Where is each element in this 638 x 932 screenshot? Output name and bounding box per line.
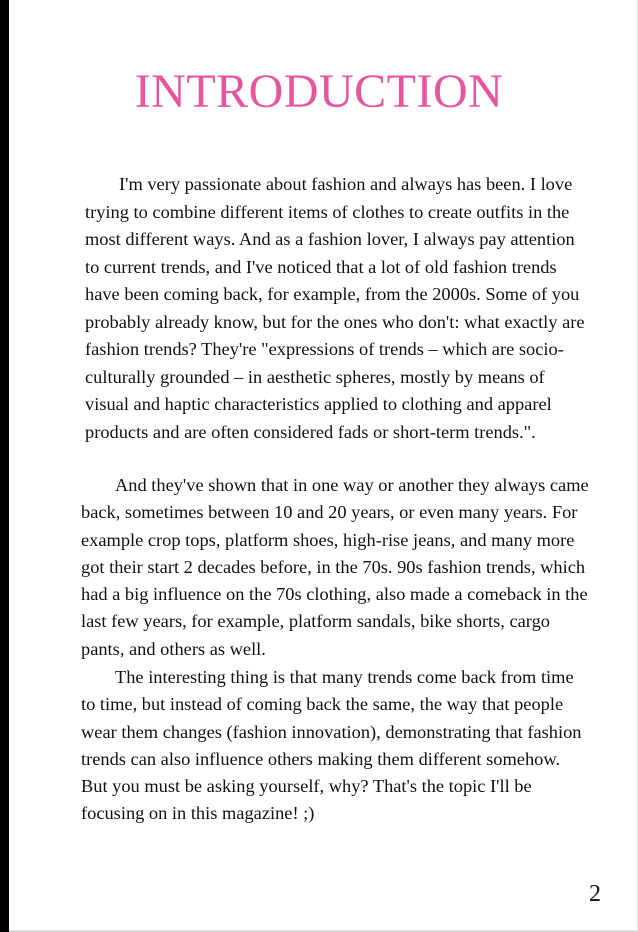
page-spine-bar <box>0 0 9 932</box>
intro-paragraph-3: The interesting thing is that many trends come back from time to time, but instead of coming back the same, the way that people wear them changes (fashion innovation), demonstrating that fashion trends can also influence others making them different somehow. But you must be asking yourself, why? That's the topic I'll be focusing on in this magazine! ;) <box>81 667 582 824</box>
page-title: INTRODUCTION <box>134 65 504 118</box>
intro-paragraph-2: And they've shown that in one way or another they always came back, sometimes between 10 and 20 years, or even many years. For example crop tops, platform shoes, high-rise jeans, and many more got their start 2 decades before, in the 70s. 90s fashion trends, which had a big influence on the 70s clothing, also made a comeback in the last few years, for example, platform sandals, bike shorts, cargo pants, and others as well. <box>81 475 589 659</box>
intro-paragraph-1: I'm very passionate about fashion and always has been. I love trying to combine different items of clothes to create outfits in the most different ways. And as a fashion lover, I always pay attention to current trends, and I've noticed that a lot of old fashion trends have been coming back, for example, from the 2000s. Some of you probably already know, but for the ones who don't: what exactly are fashion trends? They're "expressions of trends – which are socio-culturally grounded – in aesthetic spheres, mostly by means of visual and haptic characteristics applied to clothing and apparel products and are often considered fads or short-term trends.". <box>85 174 585 442</box>
page-number: 2 <box>589 881 601 907</box>
